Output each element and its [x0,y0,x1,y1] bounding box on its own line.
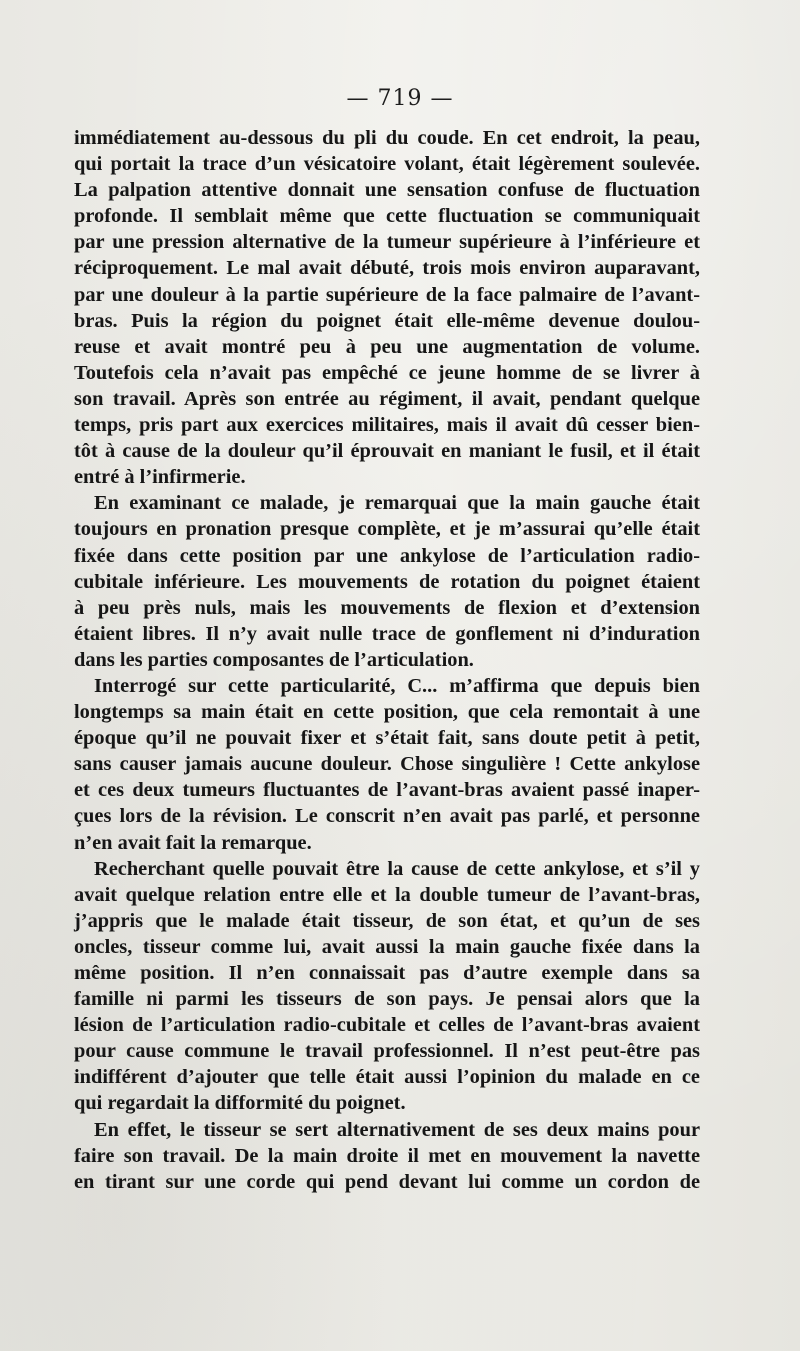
text-line: entré à l’infirmerie. [74,466,246,489]
text-line: qui portait la trace d’un vésicatoire volant, était légèrement soulevée. [74,153,700,176]
text-line: Toutefois cela n’avait pas empêché ce jeune homme de se livrer à [74,361,700,384]
text-line: famille ni parmi les tisseurs de son pays. Je pensai alors que la [74,988,700,1011]
text-line: immédiatement au-dessous du pli du coude. En cet endroit, la peau, [74,127,700,149]
text-line: à peu près nuls, mais les mouvements de flexion et d’extension [74,596,700,619]
text-line: longtemps sa main était en cette position, que cela remontait à une [74,701,700,724]
text-line: En effet, le tisseur se sert alternativement de ses deux mains pour [94,1118,700,1141]
text-line: par une pression alternative de la tumeur supérieure à l’inférieure et [74,231,700,254]
text-line: La palpation attentive donnait une sensation confuse de fluctuation [74,179,700,202]
text-line: En examinant ce malade, je remarquai que la main gauche était [94,492,700,515]
text-line: n’en avait fait la remarque. [74,831,312,854]
text-line: son travail. Après son entrée au régiment, il avait, pendant quelque [74,387,700,410]
text-line: même position. Il n’en connaissait pas d’autre exemple dans sa [74,962,700,984]
page-number: — 719 — [346,86,454,111]
text-line: tôt à cause de la douleur qu’il éprouvait en maniant le fusil, et il était [74,440,700,463]
text-line: fixée dans cette position par une ankylose de l’articulation radio- [74,544,700,567]
text-line: j’appris que le malade était tisseur, de son état, et qu’un de ses [74,909,700,932]
text-line: sans causer jamais aucune douleur. Chose singulière ! Cette ankylose [74,753,700,776]
text-line: toujours en pronation presque complète, et je m’assurai qu’elle était [74,518,700,541]
text-line: çues lors de la révision. Le conscrit n’en avait pas parlé, et personne [74,805,700,828]
text-line: Interrogé sur cette particularité, C... m’affirma que depuis bien [94,674,700,697]
text-line: Recherchant quelle pouvait être la cause de cette ankylose, et s’il y [94,857,700,880]
text-line: avait quelque relation entre elle et la double tumeur de l’avant-bras, [74,883,700,906]
text-line: pour cause commune le travail professionnel. Il n’est peut-être pas [74,1040,700,1063]
text-line: lésion de l’articulation radio-cubitale et celles de l’avant-bras avaient [74,1014,700,1037]
body-text [74,125,700,1195]
text-line: faire son travail. De la main droite il met en mouvement la navette [74,1144,700,1167]
text-line: qui regardait la difformité du poignet. [74,1092,406,1115]
text-line: en tirant sur une corde qui pend devant lui comme un cordon de [74,1170,700,1193]
text-line: par une douleur à la partie supérieure de la face palmaire de l’avant- [74,283,700,306]
text-line: cubitale inférieure. Les mouvements de rotation du poignet étaient [74,570,700,593]
text-line: étaient libres. Il n’y avait nulle trace de gonflement ni d’induration [74,622,700,645]
text-line: bras. Puis la région du poignet était elle-même devenue doulou- [74,309,700,332]
text-line: et ces deux tumeurs fluctuantes de l’avant-bras avaient passé inaper- [74,779,700,802]
text-line: reuse et avait montré peu à peu une augmentation de volume. [74,335,700,358]
text-line: temps, pris part aux exercices militaires, mais il avait dû cesser bien- [74,414,700,437]
text-line: oncles, tisseur comme lui, avait aussi la main gauche fixée dans la [74,935,700,958]
text-line: indifférent d’ajouter que telle était aussi l’opinion du malade en ce [74,1066,700,1089]
text-line: profonde. Il semblait même que cette fluctuation se communiquait [74,205,700,228]
text-line: dans les parties composantes de l’articulation. [74,648,474,671]
text-line: réciproquement. Le mal avait débuté, trois mois environ auparavant, [74,257,700,280]
text-line: époque qu’il ne pouvait fixer et s’était fait, sans doute petit à petit, [74,727,700,750]
